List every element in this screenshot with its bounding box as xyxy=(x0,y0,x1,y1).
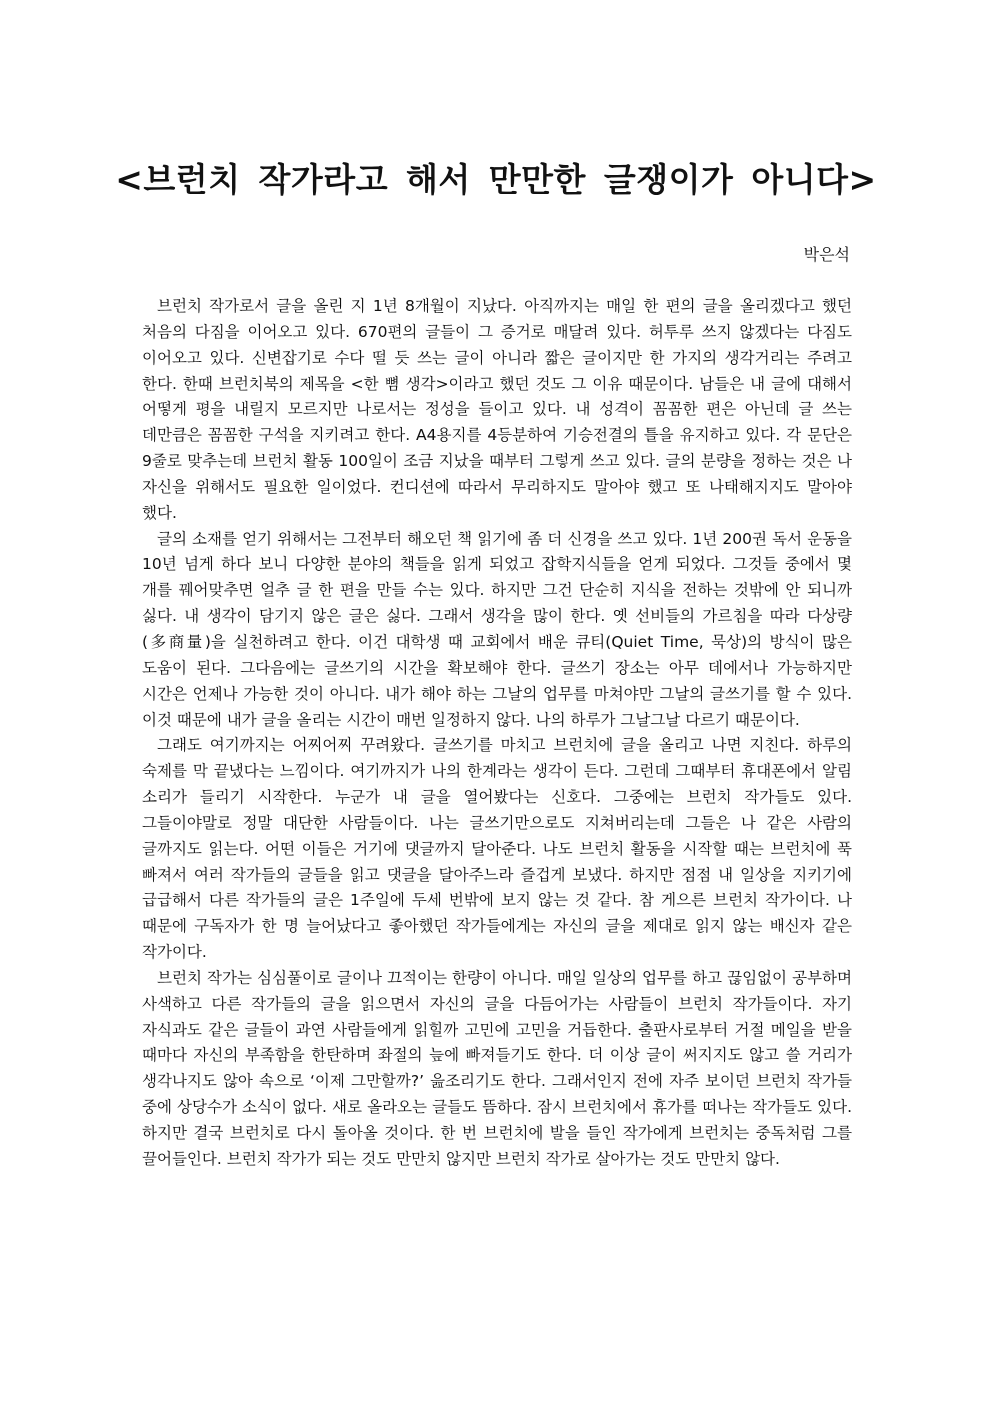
paragraph-1: 브런치 작가로서 글을 올린 지 1년 8개월이 지났다. 아직까지는 매일 한 편의 글을 올리겠다고 했던 처음의 다짐을 이어오고 있다. 670편의 글들이 그 증거로 매달려 있다. 허투루 쓰지 않겠다는 다짐도 이어오고 있다. 신변잡기로 수다 떨 듯 쓰는 글이 아니라 짧은 글이지만 한 가지의 생각거리는 주려고 한다. 한때 브런치북의 제목을 <한 뼘 생각>이라고 했던 것도 그 이유 때문이다. 남들은 내 글에 대해서 어떻게 평을 내릴지 모르지만 나로서는 정성을 들이고 있다. 내 성격이 꼼꼼한 편은 아닌데 글 쓰는 데만큼은 꼼꼼한 구석을 지키려고 한다. A4용지를 4등분하여 기승전결의 틀을 유지하고 있다. 각 문단은 9줄로 맞추는데 브런치 활동 100일이 조금 지났을 때부터 그렇게 쓰고 있다. 글의 분량을 정하는 것은 나 자신을 위해서도 필요한 일이었다. 컨디션에 따라서 무리하지도 말아야 했고 또 나태해지지도 말아야 했다. xyxy=(142,297,852,522)
paragraph-3: 그래도 여기까지는 어찌어찌 꾸려왔다. 글쓰기를 마치고 브런치에 글을 올리고 나면 지친다. 하루의 숙제를 막 끝냈다는 느낌이다. 여기까지가 나의 한계라는 생각이 든다. 그런데 그때부터 휴대폰에서 알림 소리가 들리기 시작한다. 누군가 내 글을 열어봤다는 신호다. 그중에는 브런치 작가들도 있다. 그들이야말로 정말 대단한 사람들이다. 나는 글쓰기만으로도 지쳐버리는데 그들은 나 같은 사람의 글까지도 읽는다. 어떤 이들은 거기에 댓글까지 달아준다. 나도 브런치 활동을 시작할 때는 브런치에 푹 빠져서 여러 작가들의 글들을 읽고 댓글을 달아주느라 즐겁게 보냈다. 하지만 점점 내 일상을 지키기에 급급해서 다른 작가들의 글은 1주일에 두세 번밖에 보지 않는 것 같다. 참 게으른 브런치 작가이다. 나 때문에 구독자가 한 명 늘어났다고 좋아했던 작가들에게는 자신의 글을 제대로 읽지 않는 배신자 같은 작가이다. xyxy=(142,736,852,962)
document-title: <브런치 작가라고 해서 만만한 글쟁이가 아니다> xyxy=(115,160,877,199)
author-name: 박은석 xyxy=(803,245,850,264)
paragraph-4: 브런치 작가는 심심풀이로 글이나 끄적이는 한량이 아니다. 매일 일상의 업무를 하고 끊임없이 공부하며 사색하고 다른 작가들의 글을 읽으면서 자신의 글을 다듬어가는 사람들이 브런치 작가들이다. 자기 자식과도 같은 글들이 과연 사람들에게 읽힐까 고민에 고민을 거듭한다. 출판사로부터 거절 메일을 받을 때마다 자신의 부족함을 한탄하며 좌절의 늪에 빠져들기도 한다. 더 이상 글이 써지지도 않고 쓸 거리가 생각나지도 않아 속으로 ‘이제 그만할까?’ 읊조리기도 한다. 그래서인지 전에 자주 보이던 브런치 작가들 중에 상당수가 소식이 없다. 새로 올라오는 글들도 뜸하다. 잠시 브런치에서 휴가를 떠나는 작가들도 있다. 하지만 결국 브런치로 다시 돌아올 것이다. 한 번 브런치에 발을 들인 작가에게 브런치는 중독처럼 그를 끌어들인다. 브런치 작가가 되는 것도 만만치 않지만 브런치 작가로 살아가는 것도 만만치 않다. xyxy=(142,968,852,1168)
document-body xyxy=(142,294,852,1173)
paragraph-2: 글의 소재를 얻기 위해서는 그전부터 해오던 책 읽기에 좀 더 신경을 쓰고 있다. 1년 200권 독서 운동을 10년 넘게 하다 보니 다양한 분야의 책들을 읽게 되었고 잡학지식들을 얻게 되었다. 그것들 중에서 몇 개를 꿰어맞추면 얼추 글 한 편을 만들 수는 있다. 하지만 그건 단순히 지식을 전하는 것밖에 안 되니까 싫다. 내 생각이 담기지 않은 글은 싫다. 그래서 생각을 많이 한다. 옛 선비들의 가르침을 따라 다상량(多商量)을 실천하려고 한다. 이건 대학생 때 교회에서 배운 큐티(Quiet Time, 묵상)의 방식이 많은 도움이 된다. 그다음에는 글쓰기의 시간을 확보해야 한다. 글쓰기 장소는 아무 데에서나 가능하지만 시간은 언제나 가능한 것이 아니다. 내가 해야 하는 그날의 업무를 마쳐야만 그날의 글쓰기를 할 수 있다. 이것 때문에 내가 글을 올리는 시간이 매번 일정하지 않다. 나의 하루가 그날그날 다르기 때문이다. xyxy=(142,529,852,729)
